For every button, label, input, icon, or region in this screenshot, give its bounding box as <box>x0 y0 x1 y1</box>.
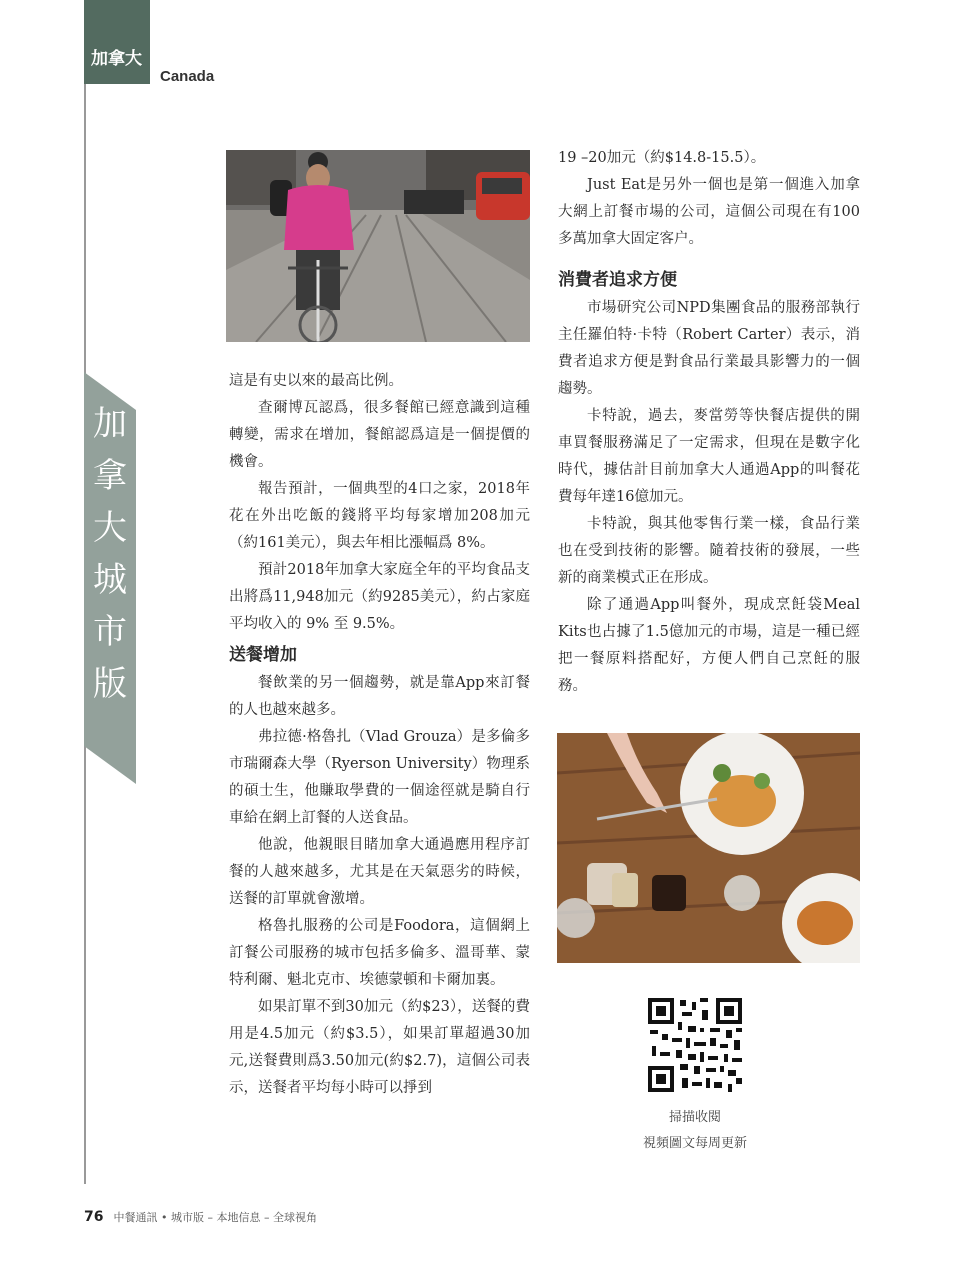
ribbon-char: 市 <box>93 612 127 652</box>
ribbon-char: 城 <box>93 560 127 600</box>
paragraph: 報告預計，一個典型的4口之家，2018年花在外出吃飯的錢將平均每家增加208加元（約161美元），與去年相比漲幅爲 8%。 <box>229 481 530 551</box>
ribbon-char: 版 <box>93 664 127 704</box>
paragraph: 除了通過App叫餐外，現成烹飪袋Meal Kits也占據了1.5億加元的市場，這是一種已經把一餐原料搭配好，方便人們自己烹飪的服務。 <box>558 597 860 694</box>
paragraph: 查爾博瓦認爲，很多餐館已經意識到這種轉變，需求在增加，餐館認爲這是一個提價的機會。 <box>229 400 530 470</box>
ribbon-char: 大 <box>93 508 127 548</box>
page-number: 76 <box>84 1209 104 1225</box>
qr-caption-line1: 掃描收閱 <box>668 1110 721 1125</box>
section-tab: 加拿大 <box>84 0 150 84</box>
cyclist-photo <box>226 150 530 342</box>
paragraph: 卡特說，與其他零售行業一樣，食品行業也在受到技術的影響。隨着技術的發展，一些新的商業模式正在形成。 <box>558 516 860 586</box>
footer-text: 中餐通訊 • 城市版 – 本地信息 – 全球視角 <box>113 1211 317 1224</box>
paragraph: 餐飲業的另一個趨勢，就是靠App來訂餐的人也越來越多。 <box>229 675 530 718</box>
right-column <box>558 145 860 700</box>
section-heading: 消費者追求方便 <box>558 270 677 290</box>
left-column <box>229 368 530 1102</box>
paragraph: 格魯扎服務的公司是Foodora，這個網上訂餐公司服務的城市包括多倫多、溫哥華、蒙特利爾、魁北克市、埃德蒙頓和卡爾加裏。 <box>229 918 530 988</box>
page-footer <box>84 1209 317 1225</box>
paragraph: 預計2018年加拿大家庭全年的平均食品支出將爲11,948加元（約9285美元），約占家庭平均收入的 9% 至 9.5%。 <box>229 562 530 632</box>
ribbon-label <box>84 398 136 710</box>
food-photo <box>557 733 860 963</box>
paragraph: 弗拉德·格魯扎（Vlad Grouza）是多倫多市瑞爾森大學（Ryerson University）物理系的碩士生，他賺取學費的一個途徑就是騎自行車給在網上訂餐的人送食品。 <box>229 729 530 826</box>
paragraph: 如果訂單不到30加元（約$23），送餐的費用是4.5加元（約$3.5），如果訂單超過30加元,送餐費則爲3.50加元(約$2.7)，這個公司表示，送餐者平均每小時可以掙到 <box>229 999 530 1096</box>
qr-caption-line2: 視頻圖文每周更新 <box>642 1136 747 1151</box>
paragraph: 19 –20加元（約$14.8-15.5）。 <box>558 150 766 166</box>
paragraph: 他說，他親眼目睹加拿大通過應用程序訂餐的人越來越多，尤其是在天氣惡劣的時候，送餐的訂單就會激增。 <box>229 837 530 907</box>
ribbon-char: 拿 <box>93 456 127 496</box>
qr-code[interactable] <box>648 998 742 1092</box>
paragraph: 卡特說，過去，麥當勞等快餐店提供的開車買餐服務滿足了一定需求，但現在是數字化時代，據估計目前加拿大人通過App的叫餐花費每年達16億加元。 <box>558 408 860 505</box>
paragraph: Just Eat是另外一個也是第一個進入加拿大網上訂餐市場的公司，這個公司現在有100多萬加拿大固定客户。 <box>558 177 860 247</box>
paragraph: 這是有史以來的最高比例。 <box>229 373 403 389</box>
section-title-en: Canada <box>160 68 215 85</box>
paragraph: 市場研究公司NPD集團食品的服務部執行主任羅伯特·卡特（Robert Carter）表示，消費者追求方便是對食品行業最具影響力的一個趨勢。 <box>558 300 860 397</box>
ribbon-char: 加 <box>93 404 127 444</box>
section-heading: 送餐增加 <box>229 645 297 665</box>
